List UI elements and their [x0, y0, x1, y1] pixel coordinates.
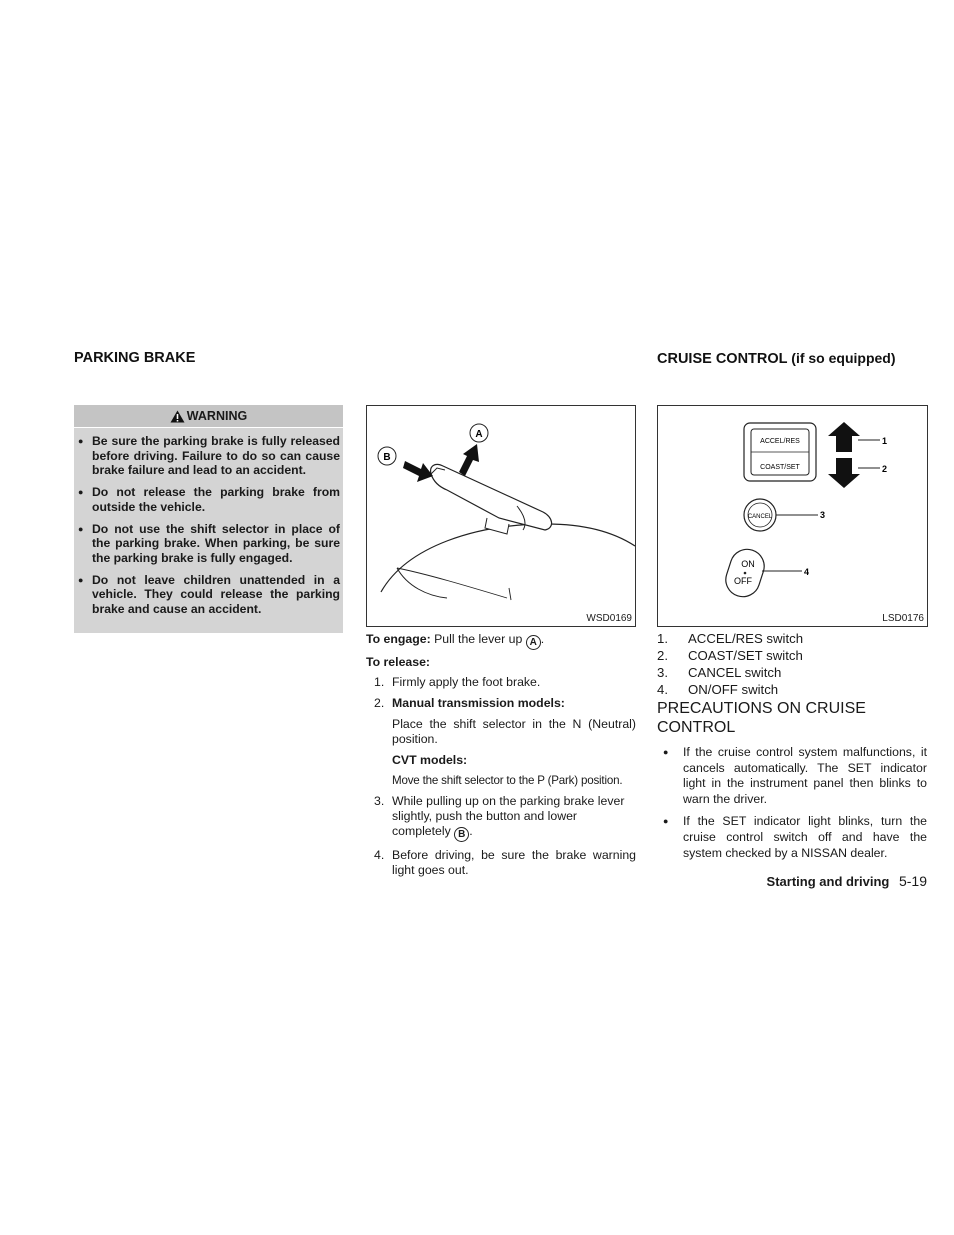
cancel-label: CANCEL [747, 514, 773, 520]
accel-res-label: ACCEL/RES [760, 438, 800, 445]
cruise-switch-list [657, 630, 927, 698]
step-text: Place the shift selector in the N (Neutral) position. [392, 717, 636, 746]
warning-heading [74, 405, 343, 428]
step-number: 3. [374, 794, 385, 808]
step-text: Firmly apply the foot brake. [392, 675, 541, 689]
release-step [366, 675, 636, 690]
step-number: 2. [374, 696, 385, 710]
warning-box [74, 405, 343, 633]
list-item [657, 681, 927, 698]
list-number: 1. [657, 631, 668, 646]
list-item: ● If the SET indicator light blinks, turn the cruise control switch off and have the system checked by a NISSAN dealer. [657, 814, 927, 861]
step-text: While pulling up on the parking brake lever slightly, push the button and lower completely [392, 794, 625, 838]
list-number: 3. [657, 665, 668, 680]
list-item [657, 647, 927, 664]
circle-letter-a: A [526, 635, 541, 650]
figure-code: LSD0176 [882, 613, 924, 624]
release-steps [366, 675, 636, 884]
list-number: 4. [657, 682, 668, 697]
cruise-title-text: CRUISE CONTROL [657, 351, 788, 367]
engage-text: Pull the lever up [434, 632, 523, 646]
warning-triangle-icon [170, 410, 185, 423]
release-label: To release: [366, 655, 431, 669]
list-text: CANCEL switch [688, 665, 782, 680]
callout-3: 3 [820, 510, 826, 520]
warning-heading-text: WARNING [186, 409, 248, 423]
footer-section: Starting and driving [766, 874, 890, 889]
cruise-control-title [657, 350, 896, 367]
step-text: Move the shift selector to the P (Park) position. [392, 774, 623, 787]
parking-brake-figure [366, 405, 636, 627]
off-label: OFF [734, 576, 752, 586]
cruise-switch-illustration [658, 406, 927, 626]
coast-set-label: COAST/SET [760, 464, 800, 471]
callout-1: 1 [882, 436, 888, 446]
list-text: ACCEL/RES switch [688, 631, 804, 646]
list-number: 2. [657, 648, 668, 663]
parking-brake-title: PARKING BRAKE [74, 350, 196, 366]
arrow-down-icon [828, 458, 860, 488]
callout-b: B [383, 452, 391, 463]
list-item: ● If the cruise control system malfunctions, it cancels automatically. The SET indicator light in the instrument panel then blinks to warn the driver. [657, 745, 927, 807]
list-item [657, 664, 927, 681]
callout-4: 4 [804, 567, 810, 577]
step-end: . [469, 824, 473, 838]
warning-list [74, 428, 343, 617]
step-subhead: Manual transmission models: [392, 696, 565, 710]
list-text: COAST/SET switch [688, 648, 803, 663]
arrow-up-icon [828, 422, 860, 452]
warning-item: ● Do not leave children unattended in a vehicle. They could release the parking brake and cause an accident. [78, 573, 340, 617]
release-step [366, 794, 636, 842]
on-label: ON [741, 559, 755, 569]
release-step [366, 696, 636, 788]
precautions-heading: PRECAUTIONS ON CRUISE CONTROL [657, 700, 866, 736]
warning-item: ● Do not use the shift selector in place of the parking brake. When parking, be sure the parking brake is fully engaged. [78, 522, 340, 566]
engage-end: . [540, 632, 545, 646]
precautions-list [657, 745, 927, 868]
release-step [366, 848, 636, 878]
step-subhead: CVT models: [392, 753, 468, 767]
cruise-control-figure [657, 405, 928, 627]
warning-item: ● Do not release the parking brake from outside the vehicle. [78, 485, 340, 514]
step-number: 1. [374, 675, 385, 689]
page-footer [767, 873, 927, 889]
list-item [657, 630, 927, 647]
parking-brake-lever-illustration [367, 406, 635, 626]
list-text: ON/OFF switch [688, 682, 779, 697]
engage-line [366, 632, 636, 650]
page-number: 5-19 [898, 873, 927, 889]
engage-label: To engage: [366, 632, 431, 646]
step-number: 4. [374, 848, 385, 862]
callout-a: A [475, 429, 483, 440]
warning-item: ● Be sure the parking brake is fully released before driving. Failure to do so can cause brake failure and lead to an accident. [78, 434, 340, 478]
figure-code: WSD0169 [586, 613, 632, 624]
circle-letter-b: B [454, 827, 469, 842]
step-text: Before driving, be sure the brake warning light goes out. [392, 848, 636, 877]
cruise-title-suffix: (if so equipped) [791, 350, 896, 366]
callout-2: 2 [882, 464, 888, 474]
